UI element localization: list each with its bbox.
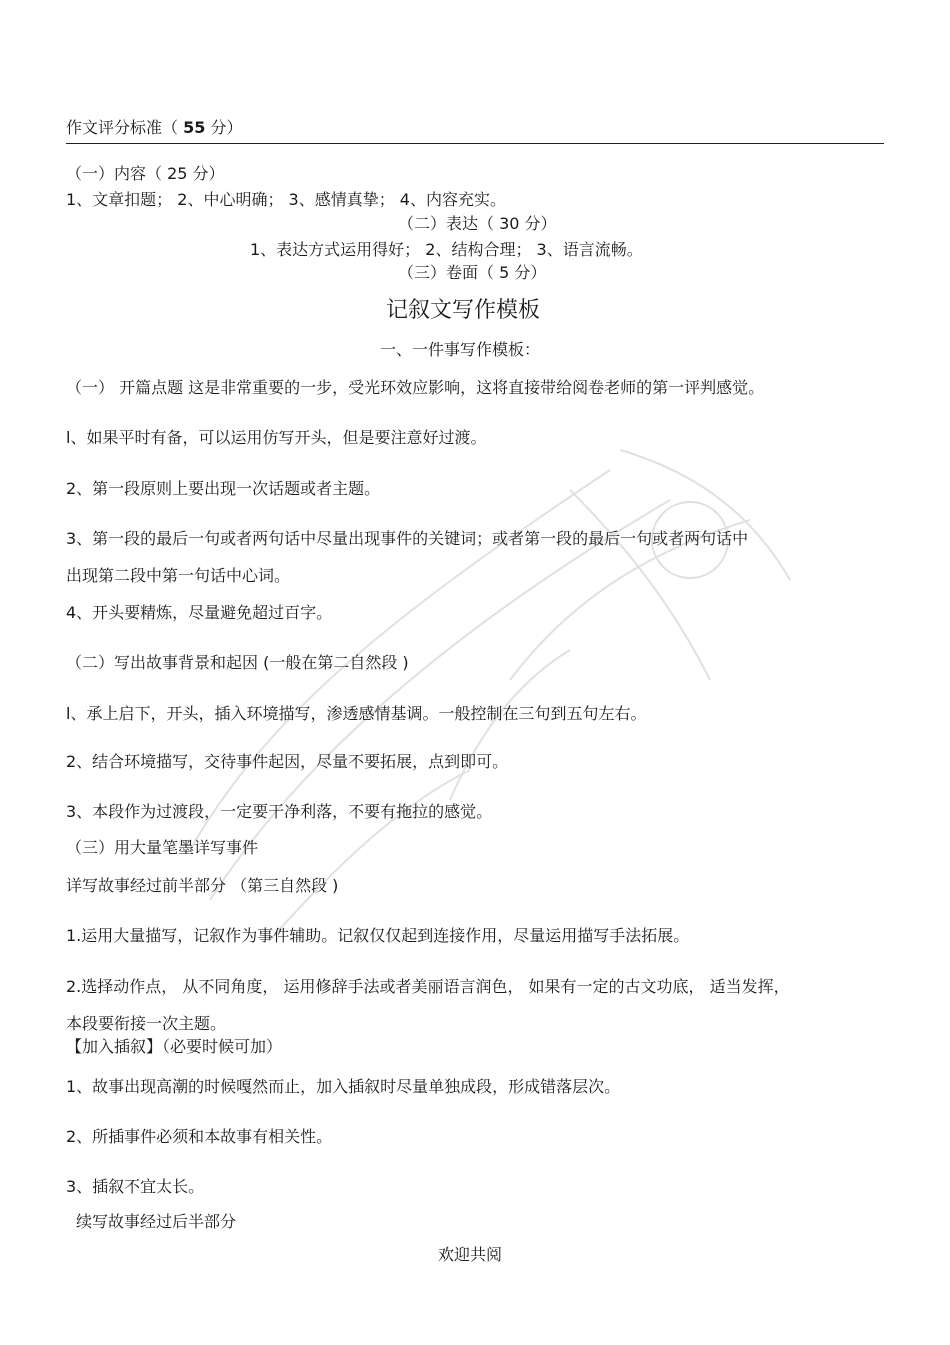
section3-item-2-line1: 2.选择动作点， 从不同角度， 运用修辞手法或者美丽语言润色， 如果有一定的古文功底， 适当发挥，: [66, 977, 790, 996]
section3-item-2-line2: 本段要衔接一次主题。: [66, 1014, 227, 1033]
header-divider: [66, 143, 884, 144]
section2-heading: （二）写出故事背景和起因 (一般在第二自然段 ): [66, 653, 409, 672]
criteria-content-heading: （一）内容（ 25 分）: [66, 164, 225, 183]
criteria-expression-heading: （二）表达（ 30 分）: [398, 214, 557, 233]
section3-subheading: 详写故事经过前半部分 （第三自然段 ): [66, 876, 339, 895]
insert-item-1: 1、故事出现高潮的时候嘎然而止，加入插叙时尽量单独成段，形成错落层次。: [66, 1077, 621, 1096]
page-header-title: [66, 118, 242, 138]
insert-item-2: 2、所插事件必须和本故事有相关性。: [66, 1127, 333, 1146]
header-title-score: 55: [183, 118, 206, 137]
section2-item-1: l、承上启下，开头，插入环境描写，渗透感情基调。一般控制在三句到五句左右。: [66, 704, 647, 723]
section2-item-3: 3、本段作为过渡段，一定要干净利落，不要有拖拉的感觉。: [66, 802, 493, 821]
section1-item-3-line2: 出现第二段中第一句话中心词。: [66, 566, 291, 585]
section1-item-1: l、如果平时有备，可以运用仿写开头，但是要注意好过渡。: [66, 428, 487, 447]
criteria-content-items: 1、文章扣题； 2、中心明确； 3、感情真挚； 4、内容充实。: [66, 190, 506, 209]
document-subtitle: 一、一件事写作模板：: [380, 340, 541, 359]
section3-item-1: 1.运用大量描写，记叙作为事件辅助。记叙仅仅起到连接作用，尽量运用描写手法拓展。: [66, 926, 690, 945]
header-title-suffix: 分）: [205, 118, 243, 137]
continue-heading: 续写故事经过后半部分: [76, 1212, 237, 1231]
document-title: 记叙文写作模板: [386, 298, 541, 323]
criteria-neatness-heading: （三）卷面（ 5 分）: [398, 263, 547, 282]
section1-item-2: 2、第一段原则上要出现一次话题或者主题。: [66, 479, 381, 498]
section3-heading: （三）用大量笔墨详写事件: [66, 838, 259, 857]
insert-item-3: 3、插叙不宜太长。: [66, 1177, 205, 1196]
header-title-prefix: 作文评分标准（: [66, 118, 184, 137]
section1-heading: （一） 开篇点题 这是非常重要的一步，受光环效应影响，这将直接带给阅卷老师的第一评判感觉。: [66, 378, 765, 397]
section1-item-3-line1: 3、第一段的最后一句或者两句话中尽量出现事件的关键词；或者第一段的最后一句或者两句话中: [66, 529, 749, 548]
section1-item-4: 4、开头要精炼，尽量避免超过百字。: [66, 603, 333, 622]
page-footer: 欢迎共阅: [438, 1245, 503, 1264]
insert-heading: 【加入插叙】（必要时候可加）: [66, 1037, 283, 1056]
section2-item-2: 2、结合环境描写，交待事件起因，尽量不要拓展，点到即可。: [66, 752, 509, 771]
criteria-expression-items: 1、表达方式运用得好； 2、结构合理； 3、语言流畅。: [250, 240, 643, 259]
